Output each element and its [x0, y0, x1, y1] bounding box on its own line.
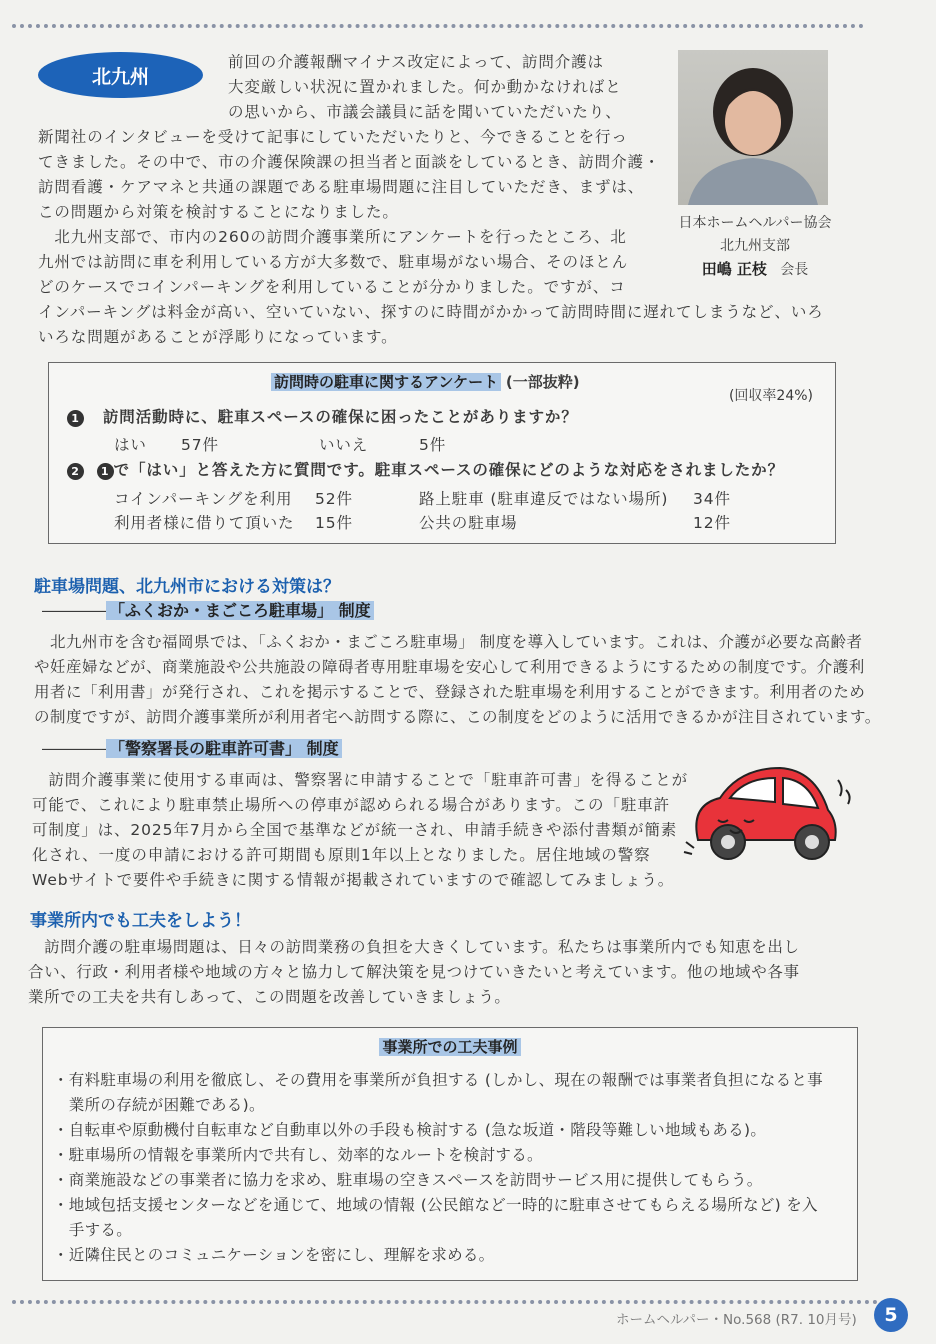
- list-item: ・近隣住民とのコミュニケーションを密にし、理解を求める。: [53, 1246, 495, 1264]
- question-number-2: 2: [67, 463, 84, 480]
- text-line: Webサイトで要件や手続きに関する情報が掲載されていますので確認してみましょう。: [32, 871, 675, 889]
- list-item: ・商業施設などの事業者に協力を求め、駐車場の空きスペースを訪問サービス用に提供してもらう。: [53, 1171, 763, 1189]
- section-heading: 事業所内でも工夫をしよう！: [30, 911, 251, 931]
- subheading-suffix: 制度: [306, 739, 339, 758]
- text-line: 化され、一度の申請における許可期間も原則1年以上となりました。居住地域の警察: [32, 846, 651, 864]
- answer-count: 52件: [315, 490, 353, 508]
- subheading-highlight: [106, 601, 374, 620]
- text-line: 北九州市を含む福岡県では、「ふくおか・まごころ駐車場」 制度を導入しています。これは、介護が必要な高齢者: [34, 633, 863, 651]
- intro-indented: [228, 50, 622, 125]
- examples-list: [53, 1068, 823, 1268]
- section-heading: 駐車場問題、北九州市における対策は？: [34, 577, 340, 597]
- author-org: 日本ホームヘルパー協会: [678, 215, 832, 231]
- author-branch: 北九州支部: [720, 238, 790, 254]
- list-item: ・自転車や原動機付自転車など自動車以外の手段も検討する (急な坂道・階段等難しい地域もある)。: [53, 1121, 767, 1139]
- text-line: 可能で、これにより駐車禁止場所への停車が認められる場合があります。この「駐車許: [32, 796, 671, 814]
- text-line: の制度ですが、訪問介護事業所が利用者宅へ訪問する際に、この制度をどのように活用できるかが注目されています。: [34, 708, 881, 726]
- author-photo: [678, 50, 828, 205]
- top-dotted-rule: [12, 24, 864, 28]
- answer-label: コインパーキングを利用: [114, 490, 293, 508]
- answer-label: はい: [114, 436, 147, 454]
- question-number-1: 1: [67, 410, 84, 427]
- text-line: 可制度」は、2025年7月から全国で基準などが統一され、申請手続きや添付書類が簡素: [32, 821, 678, 839]
- text-line: 北九州支部で、市内の260の訪問介護事業所にアンケートを行ったところ、北: [38, 228, 627, 246]
- author-caption: [655, 212, 855, 282]
- text-line: 訪問介護事業に使用する車両は、警察署に申請することで「駐車許可書」を得ることが: [32, 771, 689, 789]
- examples-title: 事業所での工夫事例: [379, 1038, 520, 1056]
- sub1-body: [34, 630, 881, 730]
- section2-body: [28, 935, 800, 1010]
- answer-count: 57件: [181, 436, 219, 454]
- subheading-dash: ――――: [42, 739, 106, 758]
- answer-count: 12件: [693, 514, 731, 532]
- text-line: どのケースでコインパーキングを利用していることが分かりました。ですが、コ: [38, 278, 626, 296]
- text-line: 訪問介護の駐車場問題は、日々の訪問業務の負担を大きくしています。私たちは事業所内でも知恵を出し: [28, 938, 800, 956]
- text-line: 新聞社のインタビューを受けて記事にしていただいたりと、今できることを行っ: [38, 128, 628, 146]
- answer-label: 路上駐車 (駐車違反ではない場所): [419, 490, 669, 508]
- survey-box: [48, 362, 836, 544]
- list-item: 業所の存続が困難である)。: [53, 1096, 265, 1114]
- examples-box: [42, 1027, 858, 1281]
- region-badge: 北九州: [38, 52, 203, 98]
- author-title: 会長: [780, 262, 809, 278]
- text-line: インパーキングは料金が高い、空いていない、探すのに時間がかかって訪問時間に遅れてしまうなど、いろ: [38, 303, 824, 321]
- car-illustration: [680, 760, 860, 870]
- text-line: 業所での工夫を共有しあって、この問題を改善していきましょう。: [28, 988, 511, 1006]
- publication-info: ホームヘルパー・No.568 (R7. 10月号): [616, 1312, 857, 1328]
- text-line: 合い、行政・利用者様や地域の方々と協力して解決策を見つけていきたいと考えています。他の地域や各事: [28, 963, 800, 981]
- answer-count: 15件: [315, 514, 353, 532]
- page-number: 5: [874, 1298, 908, 1332]
- text-line: 用者に「利用書」が発行され、これを掲示することで、登録された駐車場を利用することができます。利用者のため: [34, 683, 866, 701]
- question-1: 訪問活動時に、駐車スペースの確保に困ったことがありますか？: [102, 408, 578, 426]
- question-ref-1: 1: [97, 463, 114, 480]
- subheading-suffix: 制度: [338, 601, 371, 620]
- text-line: 訪問看護・ケアマネと共通の課題である駐車場問題に注目していただき、まずは、: [38, 178, 645, 196]
- subheading-highlight: [106, 739, 342, 758]
- answer-label: 公共の駐車場: [419, 514, 518, 532]
- list-item: ・駐車場所の情報を事業所内で共有し、効率的なルートを検討する。: [53, 1146, 543, 1164]
- answer-count: 5件: [419, 436, 447, 454]
- text-line: てきました。その中で、市の介護保険課の担当者と面談をしているとき、訪問介護・: [38, 153, 661, 171]
- author-name: 田嶋 正枝: [701, 260, 767, 278]
- bottom-dotted-rule: [12, 1300, 878, 1304]
- subheading-title: 「ふくおか・まごころ駐車場」: [109, 601, 334, 620]
- list-item: ・有料駐車場の利用を徹底し、その費用を事業所が負担する (しかし、現在の報酬では事業者負担になると事: [53, 1071, 823, 1089]
- subheading-title: 「警察署長の駐車許可書」: [109, 739, 302, 758]
- survey-title: 訪問時の駐車に関するアンケート: [271, 373, 501, 391]
- text-line: 九州では訪問に車を利用している方が大多数で、駐車場がない場合、そのほとん: [38, 253, 629, 271]
- sub2-body: [32, 768, 688, 893]
- list-item: ・地域包括支援センターなどを通じて、地域の情報 (公民館など一時的に駐車させてもらえる場所など) を入: [53, 1196, 818, 1214]
- question-2: で「はい」と答えた方に質問です。駐車スペースの確保にどのような対応をされましたか？: [113, 461, 784, 479]
- survey-title-note: (一部抜粋): [505, 373, 580, 391]
- answer-label: 利用者様に借りて頂いた: [114, 514, 295, 532]
- list-item: 手する。: [53, 1221, 133, 1239]
- text-line: 大変厳しい状況に置かれました。何か動かなければと: [228, 78, 622, 96]
- answer-label: いいえ: [319, 436, 369, 454]
- answer-count: 34件: [693, 490, 731, 508]
- text-line: 前回の介護報酬マイナス改定によって、訪問介護は: [228, 53, 604, 71]
- text-line: や妊産婦などが、商業施設や公共施設の障碍者専用駐車場を安心して利用できるようにするための制度です。介護利: [34, 658, 865, 676]
- text-line: いろな問題があることが浮彫りになっています。: [38, 328, 398, 346]
- text-line: の思いから、市議会議員に話を聞いていただいたり、: [228, 103, 622, 121]
- response-rate: (回収率24%): [728, 388, 813, 404]
- text-line: この問題から対策を検討することになりました。: [38, 203, 399, 221]
- subheading-dash: ――――: [42, 601, 106, 620]
